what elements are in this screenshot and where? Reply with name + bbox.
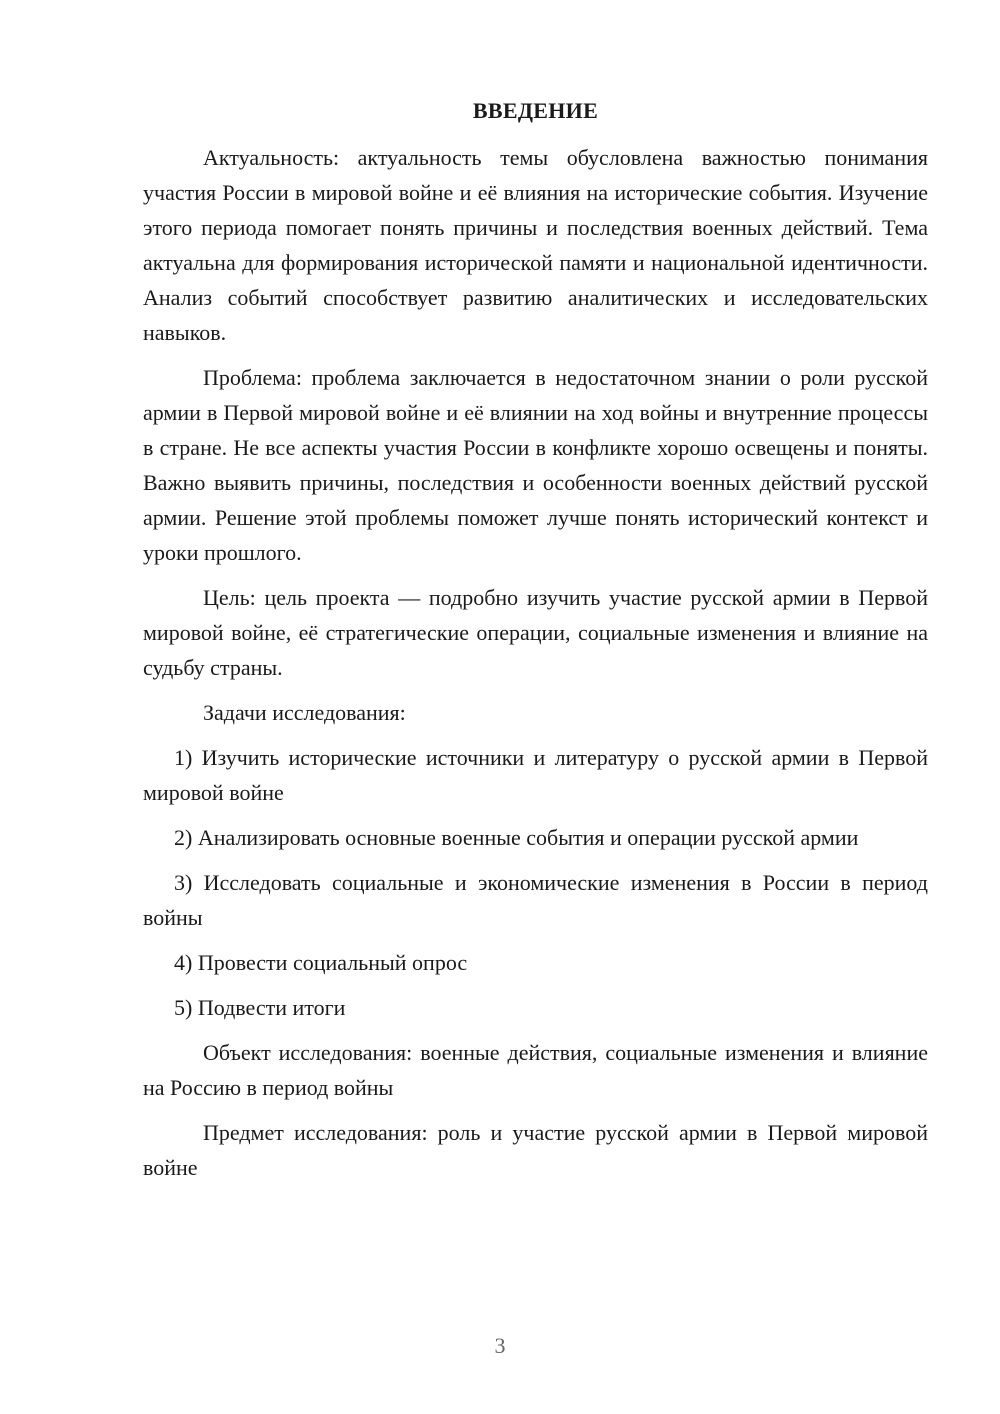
task-item: 4) Провести социальный опрос	[174, 950, 468, 975]
problem-paragraph: Проблема: проблема заключается в недостаточном знании о роли русской армии в Первой мировой войне и её влиянии на ход войны и внутренние процессы в стране. Не все аспекты участия России в конфликте хорошо освещены и поняты. Важно выявить причины, последствия и особенности военных действий русской армии. Решение этой проблемы поможет лучше понять исторический контекст и уроки прошлого.	[143, 365, 928, 565]
page-number: 3	[494, 1333, 506, 1358]
tasks-heading: Задачи исследования:	[203, 700, 406, 725]
research-subject-paragraph: Предмет исследования: роль и участие русской армии в Первой мировой войне	[143, 1120, 928, 1180]
task-item: 1) Изучить исторические источники и литературу о русской армии в Первой мировой войне	[143, 745, 928, 805]
task-item: 3) Исследовать социальные и экономические изменения в России в период войны	[143, 870, 928, 930]
page-title: ВВЕДЕНИЕ	[472, 98, 599, 123]
goal-paragraph: Цель: цель проекта — подробно изучить участие русской армии в Первой мировой войне, её стратегические операции, социальные изменения и влияние на судьбу страны.	[143, 585, 928, 680]
relevance-paragraph: Актуальность: актуальность темы обусловлена важностью понимания участия России в мировой войне и её влияния на исторические события. Изучение этого периода помогает понять причины и последствия военных действий. Тема актуальна для формирования исторической памяти и национальной идентичности. Анализ событий способствует развитию аналитических и исследовательских навыков.	[143, 145, 928, 345]
document-page	[143, 96, 928, 1195]
task-item: 5) Подвести итоги	[174, 995, 346, 1020]
research-object-paragraph: Объект исследования: военные действия, социальные изменения и влияние на Россию в период войны	[143, 1040, 928, 1100]
task-item: 2) Анализировать основные военные события и операции русской армии	[174, 825, 859, 850]
